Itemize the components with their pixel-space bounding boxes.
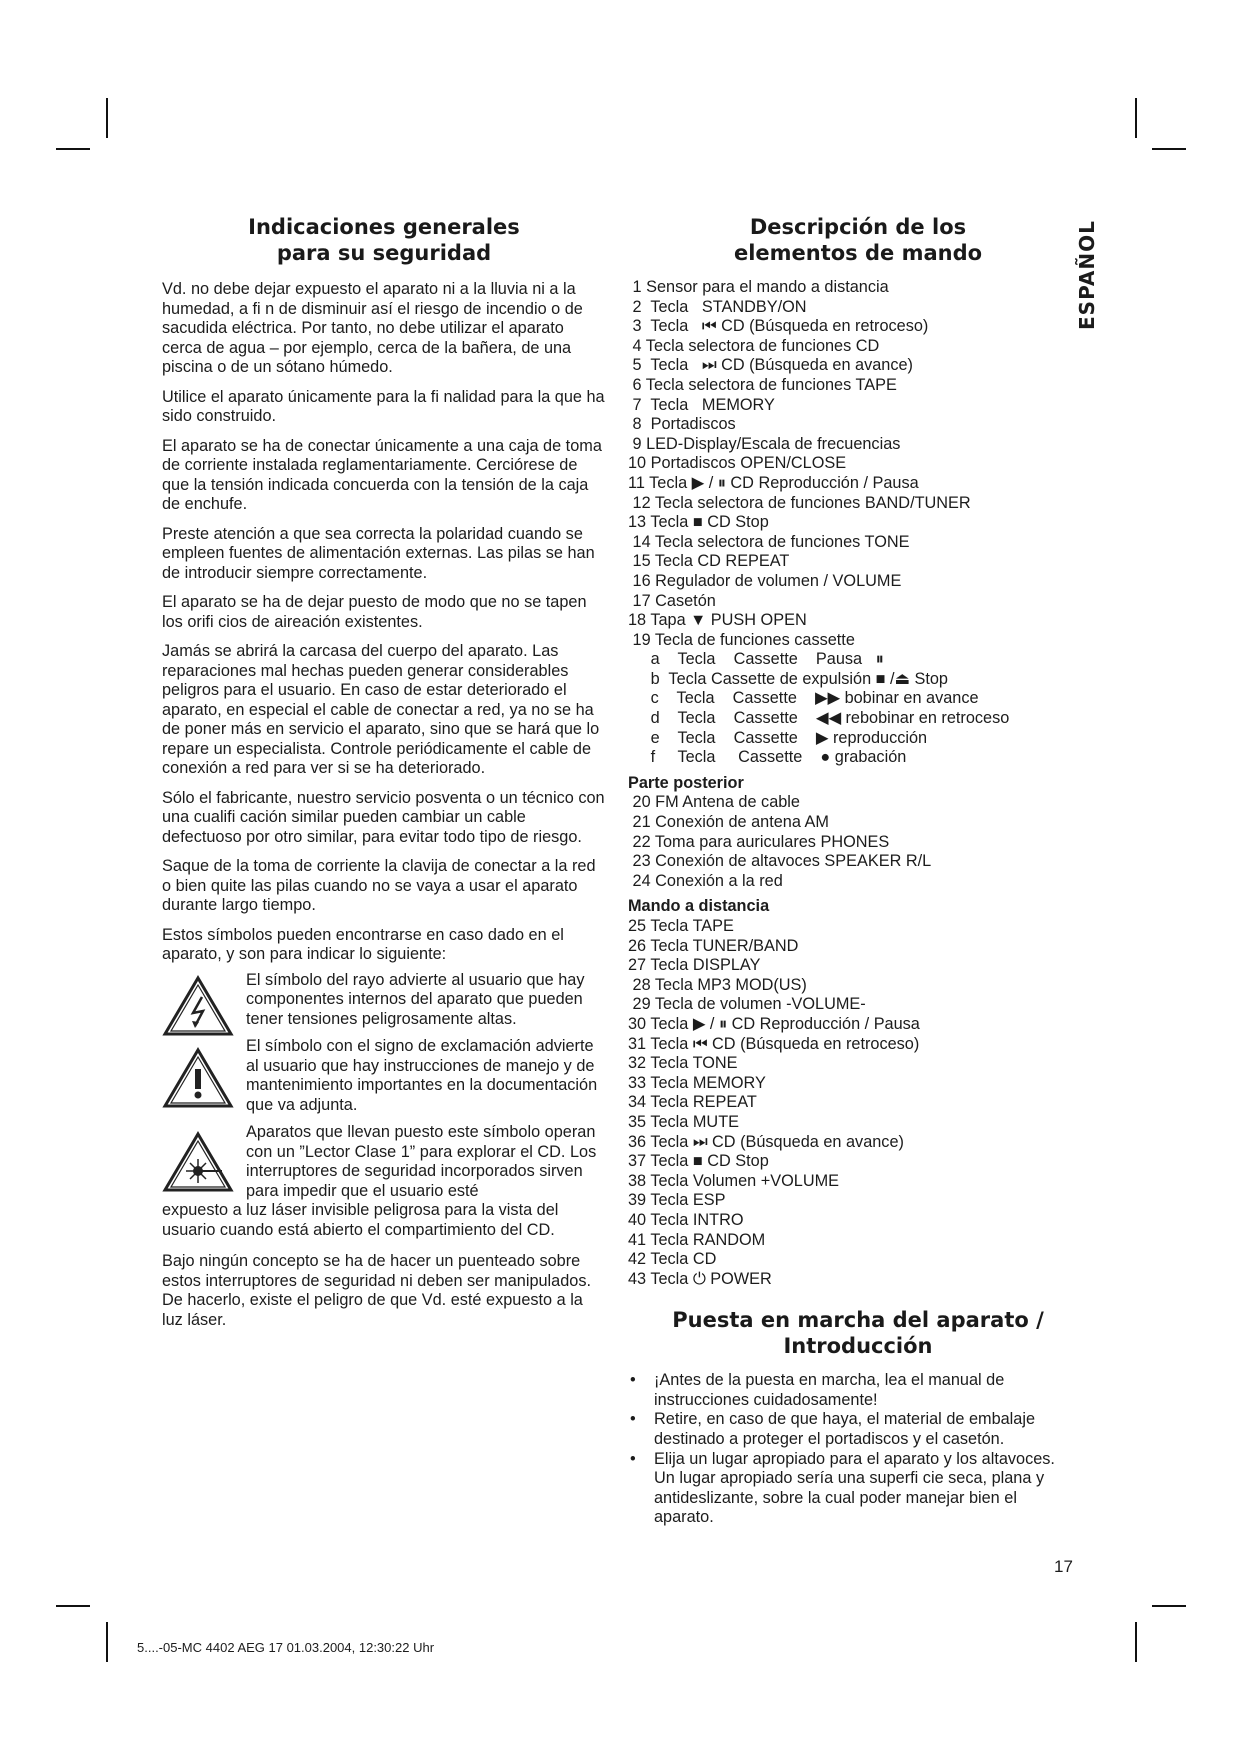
list-item: 10 Portadiscos OPEN/CLOSE (628, 454, 847, 473)
laser-symbol-text: Aparatos que llevan puesto este símbolo operan con un ”Lector Clase 1” para explorar el CD. Los interruptores de seguridad incorporados sirven para impedir que el usuario esté (246, 1123, 597, 1200)
safety-column (162, 214, 606, 1340)
safety-paragraph: El aparato se ha de conectar únicamente a una caja de toma de corriente instalada reglamentariamente. Cerciórese de que la tensión indicada concuerda con la tensión de la caja de enchufe. (162, 436, 602, 513)
exclamation-symbol-text: El símbolo con el signo de exclamación advierte al usuario que hay instrucciones de manejo y de mantenimiento importantes en la documentación que va adjunta. (246, 1037, 598, 1114)
crop-mark-br-h (1152, 1605, 1186, 1607)
startup-title-line2: Introducción (783, 1334, 933, 1359)
page-number: 17 (1054, 1557, 1073, 1576)
list-item: 43 Tecla ⏻ POWER (628, 1269, 772, 1288)
list-item: e Tecla Cassette ▶ reproducción (628, 728, 928, 747)
list-item: 5 Tecla ⏭ CD (Búsqueda en avance) (628, 356, 913, 375)
list-item: 42 Tecla CD (628, 1250, 717, 1269)
list-item: 36 Tecla ⏭ CD (Búsqueda en avance) (628, 1132, 904, 1151)
list-item: 8 Portadiscos (628, 415, 736, 434)
list-item: 16 Regulador de volumen / VOLUME (628, 571, 902, 590)
list-item: 19 Tecla de funciones cassette (628, 630, 855, 649)
list-item: 21 Conexión de antena AM (628, 813, 829, 832)
exclamation-warning-icon (162, 1047, 234, 1109)
list-item: 30 Tecla ▶ / ⏸ CD Reproducción / Pausa (628, 1014, 920, 1033)
list-item: 13 Tecla ■ CD Stop (628, 513, 769, 532)
list-item: 31 Tecla ⏮ CD (Búsqueda en retroceso) (628, 1034, 920, 1053)
safety-paragraph: Saque de la toma de corriente la clavija de conectar a la red o bien quite las pilas cuando no se vaya a usar el aparato durante largo tiempo. (162, 857, 596, 914)
rear-panel-heading: Parte posterior (628, 773, 744, 792)
safety-paragraph: Jamás se abrirá la carcasa del cuerpo del aparato. Las reparaciones mal hechas pueden generar considerables peligros para el usuario. En caso de estar deteriorado el aparato, en especial el cable de conectar a red, ya no se ha de poner más en servicio el aparato, sino que se hará que lo repare un especialista. Controle periódicamente el cable de conexión a red para ver si se ha deteriorado. (162, 642, 600, 777)
rear-controls-list (628, 793, 1088, 891)
list-item: 6 Tecla selectora de funciones TAPE (628, 375, 897, 394)
startup-title (628, 1307, 1088, 1359)
safety-title-line1: Indicaciones generales (248, 215, 520, 239)
list-item: 27 Tecla DISPLAY (628, 956, 761, 975)
list-item: 24 Conexión a la red (628, 871, 783, 890)
crop-mark-br-v (1135, 1622, 1137, 1662)
crop-mark-tr-h (1152, 148, 1186, 150)
list-item: 15 Tecla CD REPEAT (628, 552, 790, 571)
list-item: 9 LED-Display/Escala de frecuencias (628, 434, 901, 453)
safety-title (162, 214, 606, 266)
list-item: 37 Tecla ■ CD Stop (628, 1152, 769, 1171)
safety-final-paragraph: Bajo ningún concepto se ha de hacer un puenteado sobre estos interruptores de seguridad ni deben ser manipulados. De hacerlo, existe el peligro de que Vd. esté expuesto a la luz láser. (162, 1252, 592, 1329)
exclamation-symbol-block (162, 1037, 606, 1115)
list-item: 38 Tecla Volumen +VOLUME (628, 1171, 840, 1190)
list-item: d Tecla Cassette ◀◀ rebobinar en retroceso (628, 709, 1010, 728)
controls-column (628, 214, 1088, 1528)
list-item: 3 Tecla ⏮ CD (Búsqueda en retroceso) (628, 317, 929, 336)
list-item: • Elija un lugar apropiado para el aparato y los altavoces. Un lugar apropiado sería una superfi cie seca, plana y antideslizante, sobre la cual poder manejar bien el aparato. (628, 1450, 1058, 1528)
list-item: c Tecla Cassette ▶▶ bobinar en avance (628, 689, 979, 708)
crop-mark-tr-v (1135, 98, 1137, 138)
safety-title-line2: para su seguridad (276, 241, 492, 265)
side-language-label: ESPAÑOL (1075, 220, 1099, 330)
safety-paragraph: El aparato se ha de dejar puesto de modo que no se tapen los orifi cios de aireación existentes. (162, 593, 587, 631)
list-item: 23 Conexión de altavoces SPEAKER R/L (628, 852, 932, 871)
safety-paragraph: Sólo el fabricante, nuestro servicio posventa o un técnico con una cualifi cación similar pueden cambiar un cable defectuoso por otro similar, para evitar todo tipo de riesgo. (162, 788, 605, 846)
crop-mark-bl-h (56, 1605, 90, 1607)
laser-warning-icon (162, 1131, 234, 1193)
list-item: 4 Tecla selectora de funciones CD (628, 336, 880, 355)
list-item: 1 Sensor para el mando a distancia (628, 278, 889, 296)
list-item: 41 Tecla RANDOM (628, 1230, 766, 1249)
list-item: • ¡Antes de la puesta en marcha, lea el manual de instrucciones cuidadosamente! (628, 1371, 1058, 1410)
list-item: 39 Tecla ESP (628, 1191, 726, 1210)
safety-paragraph: Vd. no debe dejar expuesto el aparato ni a la lluvia ni a la humedad, a fi n de disminuir así el riesgo de incendio o de sacudida eléctrica. Por tanto, no debe utilizar el aparato cerca de agua – por ejemplo, cerca de la bañera, de una piscina o de un sótano húmedo. (162, 280, 583, 376)
list-item: 35 Tecla MUTE (628, 1112, 739, 1131)
remote-heading: Mando a distancia (628, 897, 770, 916)
list-item: 25 Tecla TAPE (628, 917, 734, 935)
list-item: 26 Tecla TUNER/BAND (628, 936, 799, 955)
list-item: • Retire, en caso de que haya, el material de embalaje destinado a proteger el portadiscos y el casetón. (628, 1410, 1058, 1449)
startup-bullet-list (628, 1371, 1058, 1528)
list-item: 28 Tecla MP3 MOD(US) (628, 975, 807, 994)
safety-paragraph: Utilice el aparato únicamente para la fi nalidad para la que ha sido construido. (162, 387, 605, 425)
controls-title (628, 214, 1088, 266)
print-footer: 5....-05-MC 4402 AEG 17 01.03.2004, 12:30:22 Uhr (137, 1640, 435, 1655)
list-item: 12 Tecla selectora de funciones BAND/TUNER (628, 493, 971, 512)
list-item: 17 Casetón (628, 591, 716, 610)
controls-title-line1: Descripción de los (749, 215, 967, 239)
list-item: 14 Tecla selectora de funciones TONE (628, 532, 910, 551)
startup-title-line1: Puesta en marcha del aparato / (672, 1308, 1044, 1333)
crop-mark-tl-v (106, 98, 108, 138)
remote-controls-list (628, 917, 1088, 1289)
lightning-warning-icon (162, 975, 234, 1037)
list-item: 34 Tecla REPEAT (628, 1093, 757, 1112)
safety-paragraph: Preste atención a que sea correcta la polaridad cuando se empleen fuentes de alimentación externas. Las pilas se han de introducir siempre correctamente. (162, 524, 595, 582)
list-item: 7 Tecla MEMORY (628, 395, 775, 414)
lightning-symbol-block (162, 971, 606, 1030)
list-item: 32 Tecla TONE (628, 1054, 738, 1073)
controls-title-line2: elementos de mando (733, 241, 983, 265)
safety-paragraph: Estos símbolos pueden encontrarse en caso dado en el aparato, y son para indicar lo siguiente: (162, 925, 564, 963)
lightning-symbol-text: El símbolo del rayo advierte al usuario que hay componentes internos del aparato que pueden tener tensiones peligrosamente altas. (246, 970, 585, 1028)
crop-mark-bl-v (106, 1622, 108, 1662)
list-item: a Tecla Cassette Pausa ⏸ (628, 650, 884, 669)
laser-symbol-block (162, 1123, 606, 1240)
laser-symbol-text-continued: expuesto a luz láser invisible peligrosa para la vista del usuario cuando está abierto el compartimiento del CD. (162, 1201, 559, 1239)
front-controls-list (628, 278, 1088, 768)
list-item: 11 Tecla ▶ / ⏸ CD Reproducción / Pausa (628, 473, 919, 492)
list-item: b Tecla Cassette de expulsión ■ /⏏ Stop (628, 669, 948, 688)
list-item: 22 Toma para auriculares PHONES (628, 832, 890, 851)
list-item: 33 Tecla MEMORY (628, 1073, 766, 1092)
list-item: 40 Tecla INTRO (628, 1210, 744, 1229)
list-item: 2 Tecla STANDBY/ON (628, 297, 807, 316)
list-item: f Tecla Cassette ● grabación (628, 748, 907, 767)
crop-mark-tl-h (56, 148, 90, 150)
list-item: 29 Tecla de volumen -VOLUME- (628, 995, 866, 1014)
list-item: 20 FM Antena de cable (628, 793, 800, 812)
list-item: 18 Tapa ▼ PUSH OPEN (628, 611, 807, 630)
